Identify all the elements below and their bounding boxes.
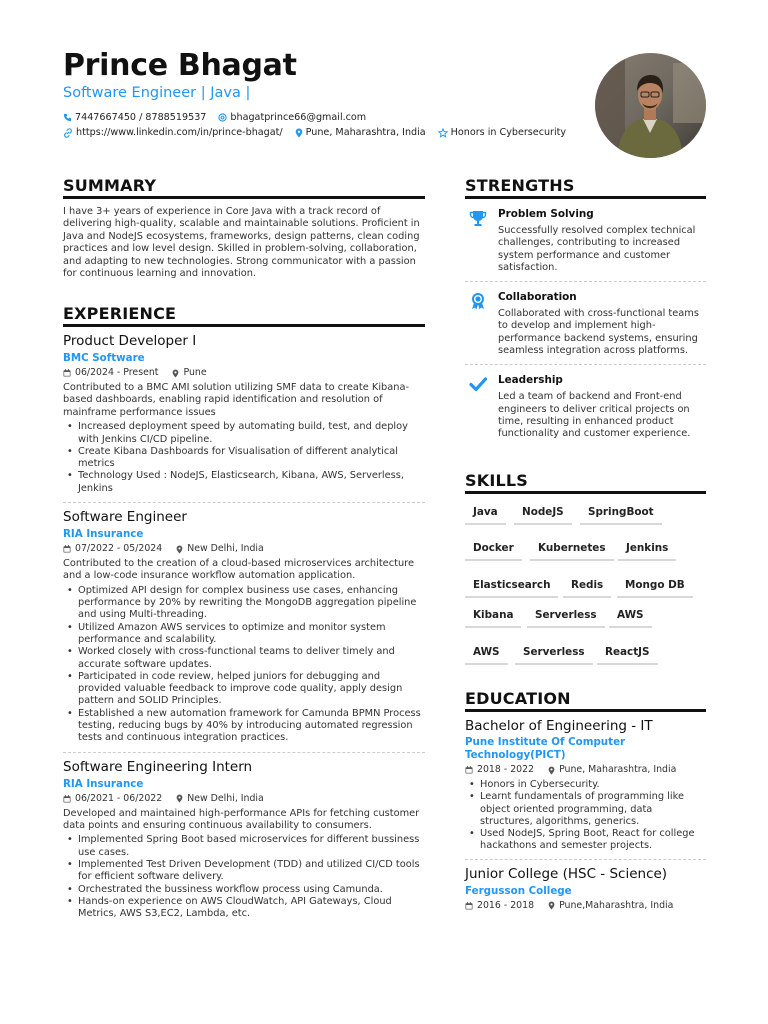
experience-item: [63, 333, 425, 495]
skill-tag: AWS: [609, 609, 652, 628]
education-rule: [465, 709, 706, 712]
location-pin-icon: [172, 369, 179, 378]
honor-text: Honors in Cybersecurity: [450, 127, 567, 138]
education-bullets: [465, 779, 706, 853]
bullet-item: • Implemented Spring Boot based microservices for different bussiness use cases.: [63, 834, 425, 859]
email-item[interactable]: [218, 112, 366, 123]
checkmark-icon: [467, 373, 489, 395]
job-location: New Delhi, India: [187, 792, 264, 804]
skills-rule: [465, 491, 706, 494]
education-dates: 2016 - 2018: [477, 899, 535, 911]
experience-item: [63, 509, 425, 745]
skill-tag: AWS: [465, 646, 508, 665]
star-icon: [438, 128, 448, 138]
bullet-item: • Orchestrated the bussiness workflow process using Camunda.: [63, 884, 425, 896]
strength-title: Problem Solving: [498, 208, 594, 220]
divider: [465, 364, 706, 365]
degree-title: Junior College (HSC - Science): [465, 865, 668, 882]
job-bullets: [63, 421, 425, 495]
strength-item: [465, 207, 706, 274]
skill-tag: Elasticsearch: [465, 579, 558, 598]
job-meta: [63, 366, 425, 380]
skill-tag: Mongo DB: [617, 579, 693, 598]
skill-tag: Docker: [465, 542, 522, 561]
location-pin-icon: [548, 766, 555, 775]
summary-rule: [63, 196, 425, 199]
skill-tag: Java: [465, 506, 506, 525]
bullet-item: • Learnt fundamentals of programming like object oriented programming, data structures, algorithms, generics.: [465, 791, 706, 828]
company-name: BMC Software: [63, 352, 145, 364]
bullet-item: • Used NodeJS, Spring Boot, React for college hackathons and semester projects.: [465, 828, 706, 853]
summary-heading: SUMMARY: [63, 176, 157, 195]
candidate-role: Software Engineer | Java |: [63, 85, 251, 101]
job-bullets: [63, 585, 425, 745]
link-icon: [63, 128, 73, 138]
education-dates: 2018 - 2022: [477, 764, 535, 775]
bullet-item: • Technology Used : NodeJS, Elasticsearch, Kibana, AWS, Serverless, Jenkins: [63, 470, 425, 495]
bullet-item: • Increased deployment speed by automating build, test, and deploy with Jenkins CI/CD pipeline.: [63, 421, 425, 446]
bullet-item: • Implemented Test Driven Development (TDD) and utilized CI/CD tools for efficient software delivery.: [63, 859, 425, 884]
linkedin-item[interactable]: [63, 127, 283, 138]
job-bullets: [63, 834, 425, 920]
skill-tag: ReactJS: [597, 646, 658, 665]
strength-description: Collaborated with cross-functional teams to develop and implement high-performance backend systems, ensuring seamless integration across platforms.: [498, 308, 699, 357]
divider: [63, 752, 425, 753]
job-description: Contributed to a BMC AMI solution utilizing SMF data to create Kibana-based dashboards, enabling rapid identification and resolution of mainframe performance issues: [63, 382, 410, 418]
job-meta: [63, 792, 425, 806]
location-text: Pune, Maharashtra, India: [305, 127, 426, 138]
bullet-item: • Create Kibana Dashboards for Visualisation of different analytical metrics: [63, 446, 425, 471]
divider: [63, 502, 425, 503]
company-name: RIA Insurance: [63, 528, 144, 540]
trophy-icon: [467, 207, 489, 229]
location-pin-icon: [176, 794, 183, 803]
phone-item[interactable]: [63, 112, 206, 123]
skill-tag: Serverless: [515, 646, 593, 665]
strengths-list: [465, 207, 706, 441]
location-pin-icon: [548, 901, 555, 910]
school-name: Fergusson College: [465, 884, 572, 897]
skill-tag: Redis: [563, 579, 611, 598]
contact-row-1: [63, 112, 378, 123]
at-icon: [218, 113, 227, 122]
bullet-item: • Optimized API design for complex business use cases, enhancing performance by 20% by rewriting the MongoDB aggregation pipeline and using Multi-threading.: [63, 585, 425, 622]
skill-tag: Kibana: [465, 609, 521, 628]
job-dates: 06/2024 - Present: [75, 367, 159, 378]
calendar-icon: [465, 902, 473, 910]
phone-text: 7447667450 / 8788519537: [75, 112, 207, 123]
experience-heading: EXPERIENCE: [63, 304, 177, 323]
calendar-icon: [63, 369, 71, 377]
skill-tag: Jenkins: [618, 542, 676, 561]
job-meta: [63, 542, 425, 556]
strength-title: Leadership: [498, 374, 563, 387]
job-location: Pune: [183, 367, 207, 378]
bullet-item: • Hands-on experience on AWS CloudWatch, API Gateways, Cloud Metrics, AWS S3,EC2, Lambda, etc.: [63, 896, 425, 921]
strength-description: Led a team of backend and Front-end engineers to deliver critical projects on time, resulting in enhanced product functionality and customer experience.: [498, 391, 691, 440]
job-location: New Delhi, India: [187, 543, 264, 554]
location-pin-icon: [295, 128, 303, 138]
bullet-item: • Honors in Cybersecurity.: [465, 779, 706, 791]
education-item: [465, 718, 706, 853]
education-meta: [465, 899, 706, 913]
contact-row-2: [63, 127, 578, 138]
strength-item: [465, 290, 706, 357]
bullet-item: • Worked closely with cross-functional teams to deliver timely and accurate software updates.: [63, 646, 425, 671]
skill-tag: Kubernetes: [530, 542, 614, 561]
profile-photo: [595, 53, 706, 158]
job-title: Software Engineer: [63, 509, 187, 525]
education-location: Pune, Maharashtra, India: [559, 764, 677, 775]
skill-tag: NodeJS: [514, 506, 572, 525]
email-text: bhagatprince66@gmail.com: [230, 112, 367, 123]
calendar-icon: [63, 795, 71, 803]
job-dates: 06/2021 - 06/2022: [75, 792, 163, 804]
location-item: [295, 127, 426, 138]
strength-description: Successfully resolved complex technical challenges, contributing to increased system performance and customer satisfaction.: [498, 225, 696, 273]
phone-icon: [63, 113, 72, 122]
skill-tag: SpringBoot: [580, 506, 662, 525]
job-title: Software Engineering Intern: [63, 758, 253, 775]
experience-rule: [63, 324, 425, 327]
company-name: RIA Insurance: [63, 777, 144, 790]
strength-item: [465, 373, 706, 440]
skills-heading: SKILLS: [465, 471, 528, 490]
honor-item: [438, 127, 566, 138]
education-item: [465, 866, 706, 913]
summary-text: I have 3+ years of experience in Core Java with a track record of delivering high-quality, scalable and maintainable solutions. Proficient in Java and NodeJS ecosystems, frameworks, design patterns, clean coding practices and low level design. Skilled in problem-solving, collaboration, and adapting to new technologies. Strong communicator with a passion for continuous learning and innovation.: [63, 206, 420, 280]
school-name: Pune Institute Of Computer Technology(PICT): [465, 736, 626, 761]
strengths-heading: STRENGTHS: [465, 176, 575, 195]
job-title: Product Developer I: [63, 333, 197, 349]
skill-tag: Serverless: [527, 609, 605, 628]
location-pin-icon: [176, 545, 183, 554]
strengths-rule: [465, 196, 706, 199]
education-meta: [465, 763, 706, 777]
calendar-icon: [465, 766, 473, 774]
candidate-name: Prince Bhagat: [63, 48, 297, 83]
bullet-item: • Utilized Amazon AWS services to optimize and monitor system performance and scalability.: [63, 622, 425, 647]
education-location: Pune,Maharashtra, India: [559, 899, 674, 911]
job-description: Developed and maintained high-performance APIs for fetching customer data points and ensuring continuous availability to consumers.: [63, 807, 420, 832]
calendar-icon: [63, 545, 71, 553]
divider: [465, 859, 706, 860]
linkedin-text: https://www.linkedin.com/in/prince-bhagat/: [76, 127, 283, 138]
degree-title: Bachelor of Engineering - IT: [465, 718, 653, 734]
bullet-item: • Established a new automation framework for Camunda BPMN Process testing, reducing bugs by 40% by introducing automated regression tests and continuous integration practices.: [63, 708, 425, 745]
experience-item: [63, 759, 425, 921]
job-description: Contributed to the creation of a cloud-based microservices architecture and a low-code insurance workflow automation application.: [63, 558, 414, 582]
education-heading: EDUCATION: [465, 689, 571, 708]
education-list: [465, 718, 706, 913]
award-badge-icon: [467, 290, 489, 312]
strength-title: Collaboration: [498, 291, 577, 304]
experience-list: [63, 333, 425, 921]
bullet-item: • Participated in code review, helped juniors for debugging and provided valuable feedback to improve code quality, apply design pattern and SOLID Principles.: [63, 671, 425, 708]
job-dates: 07/2022 - 05/2024: [75, 543, 163, 554]
divider: [465, 281, 706, 282]
